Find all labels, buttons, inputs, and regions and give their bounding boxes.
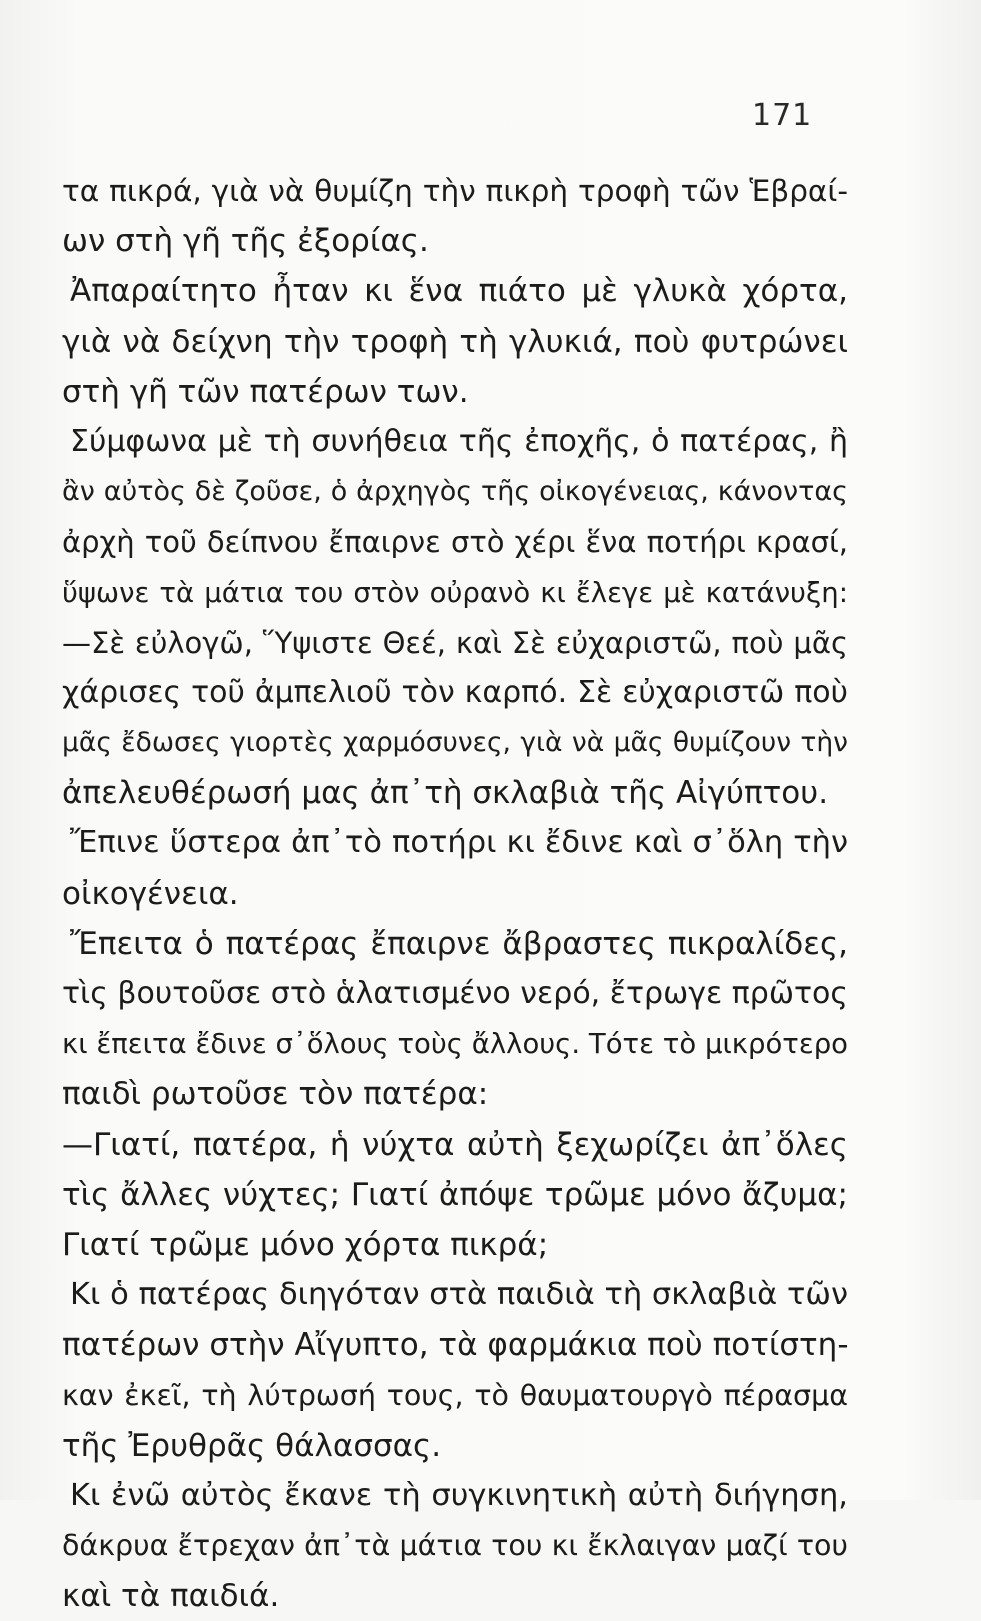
text-line: Σύμφωνα μὲ τὴ συνήθεια τῆς ἐποχῆς, ὁ πατέρας, ἢ bbox=[70, 423, 848, 459]
text-line: παιδὶ ρωτοῦσε τὸν πατέρα: bbox=[62, 1076, 489, 1113]
text-line: χάρισες τοῦ ἀμπελιοῦ τὸν καρπό. Σὲ εὐχαριστῶ ποὺ bbox=[62, 674, 848, 710]
text-line: κι ἔπειτα ἔδινε σ᾽ὅλους τοὺς ἄλλους. Τότε τὸ μικρότερο bbox=[62, 1028, 848, 1061]
text-line: —Σὲ εὐλογῶ, Ὕψιστε Θεέ, καὶ Σὲ εὐχαριστῶ, ποὺ μᾶς bbox=[62, 625, 848, 660]
text-line: —Γιατί, πατέρα, ἡ νύχτα αὐτὴ ξεχωρίζει ἀπ᾽ὅλες bbox=[62, 1126, 848, 1163]
text-line: τῆς Ἐρυθρᾶς θάλασσας. bbox=[62, 1427, 442, 1464]
text-line: Ἔπινε ὕστερα ἀπ᾽τὸ ποτήρι κι ἔδινε καὶ σ᾽ὅλη τὴν bbox=[70, 825, 848, 861]
page-number: 171 bbox=[752, 98, 813, 133]
text-line: τὶς ἄλλες νύχτες; Γιατί ἀπόψε τρῶμε μόνο ἄζυμα; bbox=[62, 1176, 848, 1213]
text-line: Κι ὁ πατέρας διηγόταν στὰ παιδιὰ τὴ σκλαβιὰ τῶν bbox=[70, 1277, 848, 1313]
body-text bbox=[62, 166, 848, 1621]
text-line: δάκρυα ἔτρεχαν ἀπ᾽τὰ μάτια του κι ἔκλαιγαν μαζί του bbox=[62, 1529, 848, 1563]
text-line: Γιατί τρῶμε μόνο χόρτα πικρά; bbox=[62, 1226, 549, 1263]
text-line: Ἔπειτα ὁ πατέρας ἔπαιρνε ἄβραστες πικραλίδες, bbox=[70, 925, 848, 962]
text-line: καὶ τὰ παιδιά. bbox=[62, 1578, 280, 1615]
text-line: γιὰ νὰ δείχνη τὴν τροφὴ τὴ γλυκιά, ποὺ φυτρώνει bbox=[62, 323, 848, 360]
text-line: Ἀπαραίτητο ἦταν κι ἕνα πιάτο μὲ γλυκὰ χόρτα, bbox=[70, 273, 848, 310]
text-line: οἰκογένεια. bbox=[62, 875, 239, 912]
text-line: τα πικρά, γιὰ νὰ θυμίζη τὴν πικρὴ τροφὴ τῶν Ἑβραί- bbox=[62, 174, 848, 208]
text-line: στὴ γῆ τῶν πατέρων των. bbox=[62, 373, 469, 410]
text-line: ων στὴ γῆ τῆς ἐξορίας. bbox=[62, 223, 429, 260]
text-line: ἂν αὐτὸς δὲ ζοῦσε, ὁ ἀρχηγὸς τῆς οἰκογένειας, κάνοντας bbox=[62, 476, 848, 508]
text-line: μᾶς ἔδωσες γιορτὲς χαρμόσυνες, γιὰ νὰ μᾶς θυμίζουν τὴν bbox=[62, 727, 848, 759]
text-line: Κι ἐνῶ αὐτὸς ἔκανε τὴ συγκινητικὴ αὐτὴ διήγηση, bbox=[70, 1477, 848, 1513]
text-line: τὶς βουτοῦσε στὸ ἁλατισμένο νερό, ἔτρωγε πρῶτος bbox=[62, 976, 848, 1011]
text-line: ἀρχὴ τοῦ δείπνου ἔπαιρνε στὸ χέρι ἕνα ποτήρι κρασί, bbox=[62, 525, 848, 560]
text-line: ἀπελευθέρωσή μας ἀπ᾽τὴ σκλαβιὰ τῆς Αἰγύπτου. bbox=[62, 775, 829, 812]
text-line: ὕψωνε τὰ μάτια του στὸν οὐρανὸ κι ἔλεγε μὲ κατάνυξη: bbox=[62, 576, 848, 609]
text-line: καν ἐκεῖ, τὴ λύτρωσή τους, τὸ θαυματουργὸ πέρασμα bbox=[62, 1378, 848, 1412]
text-line: πατέρων στὴν Αἴγυπτο, τὰ φαρμάκια ποὺ ποτίστη- bbox=[62, 1327, 849, 1364]
